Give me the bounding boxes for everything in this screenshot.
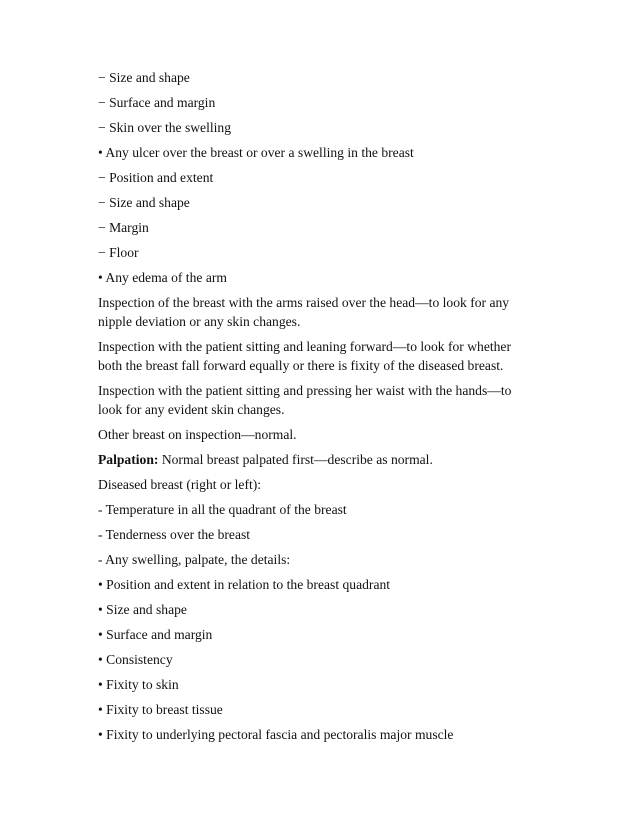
list-item: • Any edema of the arm xyxy=(98,270,227,285)
paragraph-line: Inspection with the patient sitting and leaning forward—to look for whether xyxy=(98,339,511,354)
list-item: Diseased breast (right or left): xyxy=(98,477,262,492)
list-item: − Floor xyxy=(98,245,139,260)
list-item: − Size and shape xyxy=(98,70,190,85)
paragraph-pressing-waist xyxy=(98,381,538,419)
list-item: - Any swelling, palpate, the details: xyxy=(98,552,291,567)
list-item: • Any ulcer over the breast or over a swelling in the breast xyxy=(98,145,414,160)
list-item: • Fixity to breast tissue xyxy=(98,702,223,717)
palpation-line xyxy=(98,450,538,469)
list-item: − Margin xyxy=(98,220,149,235)
list-item: − Surface and margin xyxy=(98,95,216,110)
list-item: − Skin over the swelling xyxy=(98,120,232,135)
paragraph-line: Inspection of the breast with the arms raised over the head—to look for any xyxy=(98,295,510,310)
list-item: • Consistency xyxy=(98,652,173,667)
paragraph-line: both the breast fall forward equally or there is fixity of the diseased breast. xyxy=(98,358,504,373)
list-item: - Tenderness over the breast xyxy=(98,527,251,542)
list-item: − Size and shape xyxy=(98,195,190,210)
other-breast-text: Other breast on inspection—normal. xyxy=(98,427,297,442)
paragraph-arms-raised xyxy=(98,293,538,331)
paragraph-line: nipple deviation or any skin changes. xyxy=(98,314,301,329)
paragraph-line: Inspection with the patient sitting and pressing her waist with the hands—to xyxy=(98,383,512,398)
list-item: • Position and extent in relation to the breast quadrant xyxy=(98,577,391,592)
palpation-text: Normal breast palpated first—describe as normal. xyxy=(158,452,433,467)
list-item: • Fixity to underlying pectoral fascia and pectoralis major muscle xyxy=(98,727,454,742)
document-body xyxy=(98,68,538,750)
list-item: • Size and shape xyxy=(98,602,187,617)
list-item: - Temperature in all the quadrant of the breast xyxy=(98,502,347,517)
paragraph-line: look for any evident skin changes. xyxy=(98,402,285,417)
palpation-heading: Palpation: xyxy=(98,452,159,467)
list-item: − Position and extent xyxy=(98,170,214,185)
paragraph-leaning-forward xyxy=(98,337,538,375)
list-item: • Surface and margin xyxy=(98,627,213,642)
list-item: • Fixity to skin xyxy=(98,677,179,692)
